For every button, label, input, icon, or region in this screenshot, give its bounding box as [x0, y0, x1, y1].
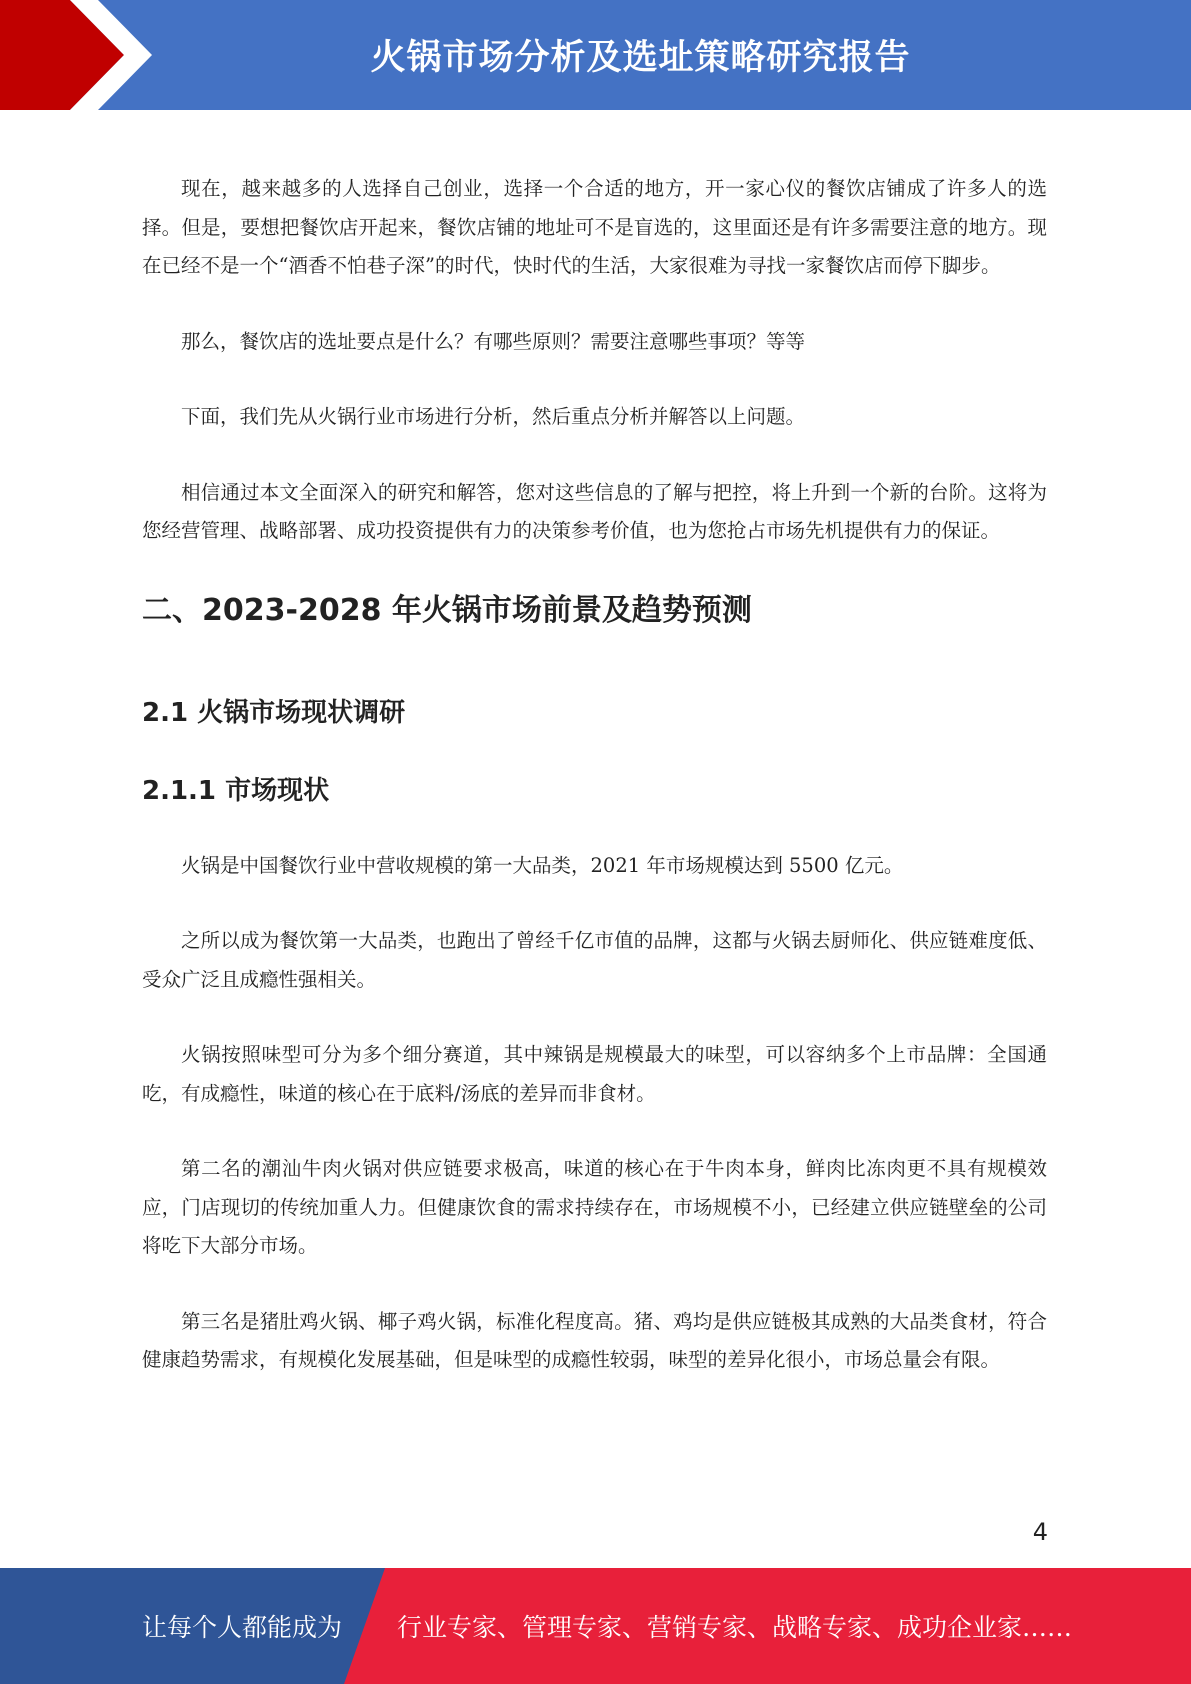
sub-heading: 2.1 火锅市场现状调研 [142, 697, 406, 728]
page-number: 4 [1032, 1518, 1048, 1546]
intro-paragraph-1: 现在，越来越多的人选择自己创业，选择一个合适的地方，开一家心仪的餐饮店铺成了许多人的选择。但是，要想把餐饮店开起来，餐饮店铺的地址可不是盲选的，这里面还是有许多需要注意的地方。现在已经不是一个“酒香不怕巷子深”的时代，快时代的生活，大家很难为寻找一家餐饮店而停下脚步。 [142, 177, 1047, 277]
document-body [142, 170, 1047, 1380]
footer-slogan-roles: 行业专家、管理专家、营销专家、战略专家、成功企业家…… [397, 1613, 1073, 1642]
market-paragraph-1: 火锅是中国餐饮行业中营收规模的第一大品类，2021 年市场规模达到 5500 亿元。 [181, 853, 904, 877]
intro-paragraph-3: 下面，我们先从火锅行业市场进行分析，然后重点分析并解答以上问题。 [181, 405, 806, 428]
footer-banner [0, 1568, 1191, 1684]
header-banner [0, 0, 1191, 110]
market-paragraph-3: 火锅按照味型可分为多个细分赛道，其中辣锅是规模最大的味型，可以容纳多个上市品牌：全国通吃，有成瘾性，味道的核心在于底料/汤底的差异而非食材。 [142, 1043, 1047, 1105]
intro-paragraph-4: 相信通过本文全面深入的研究和解答，您对这些信息的了解与把控，将上升到一个新的台阶。这将为您经营管理、战略部署、成功投资提供有力的决策参考价值，也为您抢占市场先机提供有力的保证。 [142, 480, 1047, 542]
header-arrow-decoration [0, 0, 160, 110]
market-paragraph-5: 第三名是猪肚鸡火锅、椰子鸡火锅，标准化程度高。猪、鸡均是供应链极其成熟的大品类食材，符合健康趋势需求，有规模化发展基础，但是味型的成瘾性较弱，味型的差异化很小，市场总量会有限。 [142, 1309, 1047, 1371]
market-paragraph-2: 之所以成为餐饮第一大品类，也跑出了曾经千亿市值的品牌，这都与火锅去厨师化、供应链难度低、受众广泛且成瘾性强相关。 [142, 929, 1047, 991]
subsub-heading: 2.1.1 市场现状 [142, 775, 330, 806]
report-title: 火锅市场分析及选址策略研究报告 [370, 38, 911, 78]
section-heading: 二、2023-2028 年火锅市场前景及趋势预测 [142, 592, 752, 628]
market-paragraph-4: 第二名的潮汕牛肉火锅对供应链要求极高，味道的核心在于牛肉本身，鲜肉比冻肉更不具有规模效应，门店现切的传统加重人力。但健康饮食的需求持续存在，市场规模不小，已经建立供应链壁垒的公司将吃下大部分市场。 [142, 1157, 1047, 1257]
intro-paragraph-2: 那么，餐饮店的选址要点是什么？有哪些原则？需要注意哪些事项？等等 [181, 329, 806, 353]
footer-slogan-lead: 让每个人都能成为 [142, 1613, 343, 1642]
